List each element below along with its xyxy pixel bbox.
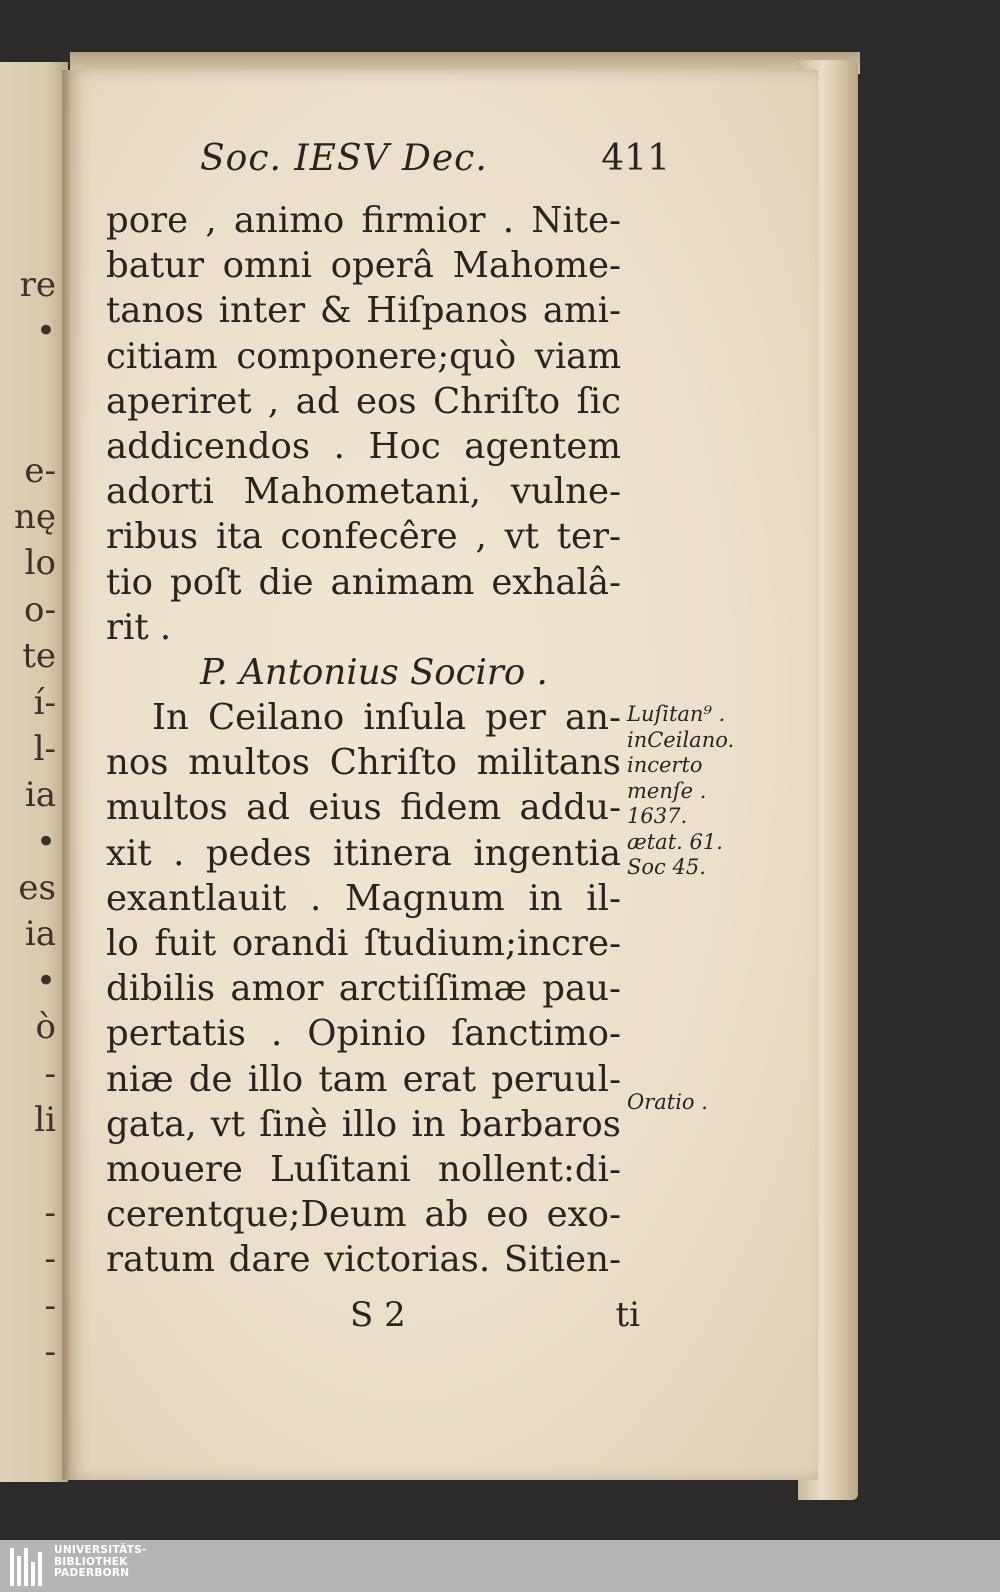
library-name-line: UNIVERSITÄTS- <box>54 1544 147 1556</box>
left-page-fragment-line: - <box>44 1053 56 1094</box>
left-page-fragment-line <box>0 355 60 401</box>
left-page-fragment <box>0 62 68 1482</box>
library-name-line: BIBLIOTHEK <box>54 1555 128 1568</box>
text-line: pertatis . Opinio ſanctimo- <box>106 1013 621 1055</box>
text-line: addicendos . Hoc agentem <box>106 425 621 467</box>
left-page-fragment-line: • <box>35 311 56 352</box>
text-line: gata, vt ſinè illo in barbaros <box>106 1103 621 1145</box>
text-line: adorti Mahometani, vulne- <box>106 471 621 513</box>
left-page-fragment-line: lo <box>24 543 56 584</box>
margin-note-line: Soc 45. <box>627 855 706 879</box>
left-page-fragment-line: e- <box>24 450 56 491</box>
left-page-fragment-line: nę <box>13 496 56 537</box>
text-line: rit . <box>106 606 172 648</box>
text-line: multos ad eius fidem addu- <box>106 787 621 829</box>
text-line: ribus ita confecêre , vt ter- <box>106 516 621 558</box>
book-page <box>70 70 818 1480</box>
running-title: Soc. IESV Dec. <box>200 138 488 179</box>
library-footer-bar <box>0 1540 1000 1592</box>
left-page-fragment-line: ia <box>24 914 56 955</box>
left-page-fragment-line: - <box>44 1239 56 1280</box>
text-line: mouere Luſitani nollent:di- <box>106 1148 621 1190</box>
body-text <box>106 198 621 1283</box>
margin-note-line: inCeilano. <box>627 727 735 752</box>
left-page-text <box>0 262 60 1375</box>
margin-note-line: Oratio . <box>627 1090 708 1114</box>
margin-note-oratio <box>627 1090 787 1116</box>
left-page-fragment-line: - <box>44 1331 56 1372</box>
catchword: ti <box>615 1295 640 1335</box>
left-page-fragment-line: • <box>35 821 56 862</box>
left-page-fragment-line: es <box>18 868 56 909</box>
left-page-fragment-line: • <box>35 960 56 1001</box>
left-page-fragment-line <box>0 1143 60 1189</box>
signature-line <box>350 1295 640 1341</box>
left-page-fragment-line: - <box>44 1192 56 1233</box>
library-name <box>54 1545 147 1580</box>
running-header <box>200 138 670 188</box>
text-line: tio poſt die animam exhalâ- <box>106 561 621 603</box>
signature-mark: S 2 <box>350 1295 406 1335</box>
left-page-fragment-line: l- <box>33 728 56 769</box>
text-line: In Ceilano inſula per an- <box>152 697 621 739</box>
left-page-fragment-line <box>0 401 60 447</box>
page-number: 411 <box>601 138 670 179</box>
text-line: pore , animo firmior . Nite- <box>106 200 621 241</box>
left-page-fragment-line: ò <box>35 1007 56 1048</box>
margin-note-biographical <box>627 702 787 881</box>
text-line: nos multos Chriſto militans <box>106 742 621 784</box>
left-page-fragment-line: - <box>44 1285 56 1326</box>
left-page-fragment-line: o- <box>24 589 56 630</box>
text-line: dibilis amor arctiſſimæ pau- <box>106 968 621 1010</box>
text-line: tanos inter & Hiſpanos ami- <box>106 290 621 332</box>
text-line: aperiret , ad eos Chriſto ſic <box>106 380 621 422</box>
library-logo-icon <box>10 1546 48 1586</box>
text-line: batur omni operâ Mahome- <box>106 245 621 287</box>
margin-note-line: Luſitan⁹ . <box>627 702 726 726</box>
margin-note-line: incerto <box>627 753 703 777</box>
text-line: niæ de illo tam erat peruul- <box>106 1058 621 1100</box>
text-line: xit . pedes itinera ingentia <box>106 832 621 874</box>
library-name-line: PADERBORN <box>54 1567 130 1579</box>
text-line: cerentque;Deum ab eo exo- <box>106 1194 621 1236</box>
margin-note-line: menſe . <box>627 778 707 803</box>
left-page-fragment-line: re <box>19 265 56 305</box>
margin-note-line: ætat. 61. <box>627 829 723 854</box>
left-page-fragment-line: li <box>34 1100 56 1141</box>
text-line: lo fuit orandi ſtudium;incre- <box>106 923 621 964</box>
left-page-fragment-line: te <box>22 636 56 677</box>
text-line: ratum dare victorias. Sitien- <box>106 1239 621 1281</box>
text-line: citiam componere;quò viam <box>106 335 621 377</box>
section-heading: P. Antonius Sociro . <box>200 651 548 693</box>
left-page-fragment-line: ia <box>24 775 56 816</box>
margin-note-line: 1637. <box>627 804 688 828</box>
text-line: exantlauit . Magnum in il- <box>106 877 621 919</box>
left-page-fragment-line: í- <box>33 682 56 723</box>
